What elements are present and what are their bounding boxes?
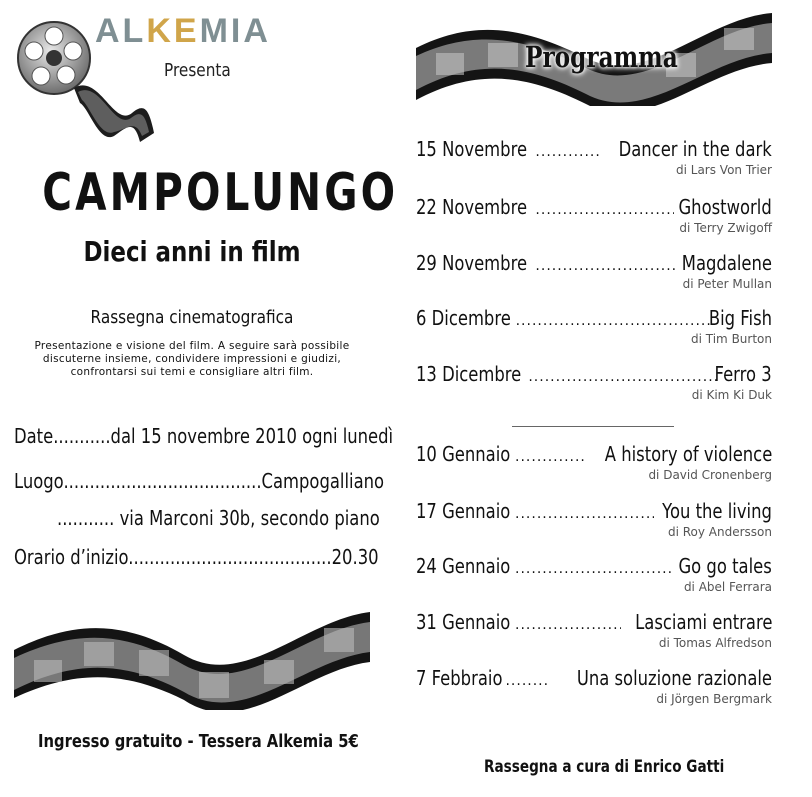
programma-dots xyxy=(528,362,718,386)
info-time-value: 20.30 xyxy=(331,545,379,569)
programma-dots xyxy=(535,137,601,161)
programma-director: di Terry Zwigoff xyxy=(679,221,772,235)
programma-director: di Tim Burton xyxy=(691,332,772,346)
info-place-dots: ...................................... xyxy=(63,469,262,493)
programma-film: Lasciami entrare xyxy=(634,610,772,634)
info-date xyxy=(14,424,393,448)
programma-dots xyxy=(535,195,674,219)
programma-director: di Jörgen Bergmark xyxy=(656,692,772,706)
info-time xyxy=(14,545,379,569)
programma-date: 10 Gennaio xyxy=(416,442,511,466)
divider-line xyxy=(512,426,674,427)
programma-date: 31 Gennaio xyxy=(416,610,511,634)
programma-film: Go go tales xyxy=(678,554,772,578)
rassegna-heading: Rassegna cinematografica xyxy=(90,307,294,328)
programma-line xyxy=(416,362,772,386)
programma-item xyxy=(416,554,772,594)
programma-director: di Peter Mullan xyxy=(682,277,772,291)
programma-line xyxy=(416,442,772,466)
entry-price-line: Ingresso gratuito - Tessera Alkemia 5€ xyxy=(38,731,359,752)
programma-item xyxy=(416,362,772,402)
presenta-label: Presenta xyxy=(164,60,231,81)
info-time-label: Orario d’inizio xyxy=(14,545,129,569)
curator-credit: Rassegna a cura di Enrico Gatti xyxy=(484,757,725,777)
brand-logo: ALKEMIA xyxy=(95,12,271,50)
programma-dots xyxy=(515,499,654,523)
programma-item xyxy=(416,195,772,235)
description-line: discuterne insieme, condividere impressioni e giudizi, xyxy=(42,353,342,365)
programma-item xyxy=(416,442,772,482)
description-line: confrontarsi sui temi e consigliare altri film. xyxy=(70,366,314,378)
programma-date: 7 Febbraio xyxy=(416,666,503,690)
info-date-label: Date xyxy=(14,424,54,448)
event-subtitle: Dieci anni in film xyxy=(83,235,301,268)
programma-dots xyxy=(515,610,621,634)
programma-line xyxy=(416,610,772,634)
programma-director: di Kim Ki Duk xyxy=(691,388,772,402)
programma-director: di David Cronenberg xyxy=(648,468,772,482)
info-date-dots: ........... xyxy=(53,424,111,448)
programma-date: 17 Gennaio xyxy=(416,499,511,523)
programma-director: di Lars Von Trier xyxy=(676,163,772,177)
film-strip-image xyxy=(14,600,370,710)
programma-date: 15 Novembre xyxy=(416,137,528,161)
info-address-value: via Marconi 30b, secondo piano xyxy=(119,506,380,530)
info-date-value: dal 15 novembre 2010 ogni lunedì xyxy=(110,424,394,448)
programma-director: di Tomas Alfredson xyxy=(658,636,772,650)
programma-line xyxy=(416,251,772,275)
info-address xyxy=(57,506,380,530)
programma-date: 22 Novembre xyxy=(416,195,528,219)
programma-line xyxy=(416,499,772,523)
programma-film: A history of violence xyxy=(604,442,772,466)
programma-date: 13 Dicembre xyxy=(416,362,522,386)
programma-date: 29 Novembre xyxy=(416,251,528,275)
info-place-value: Campogalliano xyxy=(261,469,385,493)
programma-dots xyxy=(515,442,584,466)
programma-line xyxy=(416,306,772,330)
programma-dots xyxy=(515,554,674,578)
info-address-dots: ........... xyxy=(57,506,115,530)
programma-item xyxy=(416,251,772,291)
info-place-label: Luogo xyxy=(14,469,64,493)
programma-dots xyxy=(505,666,550,690)
programma-line xyxy=(416,137,772,161)
programma-date: 24 Gennaio xyxy=(416,554,511,578)
info-place xyxy=(14,469,384,493)
programma-line xyxy=(416,195,772,219)
programma-film: Magdalene xyxy=(681,251,772,275)
programma-item xyxy=(416,666,772,706)
programma-film: You the living xyxy=(662,499,772,523)
programma-line xyxy=(416,666,772,690)
programma-director: di Abel Ferrara xyxy=(683,580,772,594)
programma-film: Ferro 3 xyxy=(714,362,772,386)
info-time-dots: ....................................... xyxy=(128,545,332,569)
event-description xyxy=(20,340,364,379)
programma-director: di Roy Andersson xyxy=(667,525,772,539)
programma-film: Ghostworld xyxy=(678,195,772,219)
programma-item xyxy=(416,610,772,650)
programma-item xyxy=(416,137,772,177)
programma-film: Big Fish xyxy=(708,306,772,330)
description-line: Presentazione e visione del film. A seguire sarà possibile xyxy=(34,340,350,352)
programma-film: Una soluzione razionale xyxy=(576,666,772,690)
event-title: CAMPOLUNGO xyxy=(42,163,399,223)
programma-line xyxy=(416,554,772,578)
programma-item xyxy=(416,306,772,346)
programma-dots xyxy=(516,306,711,330)
programma-title: Programma xyxy=(525,40,678,74)
programma-film: Dancer in the dark xyxy=(618,137,772,161)
programma-date: 6 Dicembre xyxy=(416,306,511,330)
programma-dots xyxy=(535,251,678,275)
programma-item xyxy=(416,499,772,539)
